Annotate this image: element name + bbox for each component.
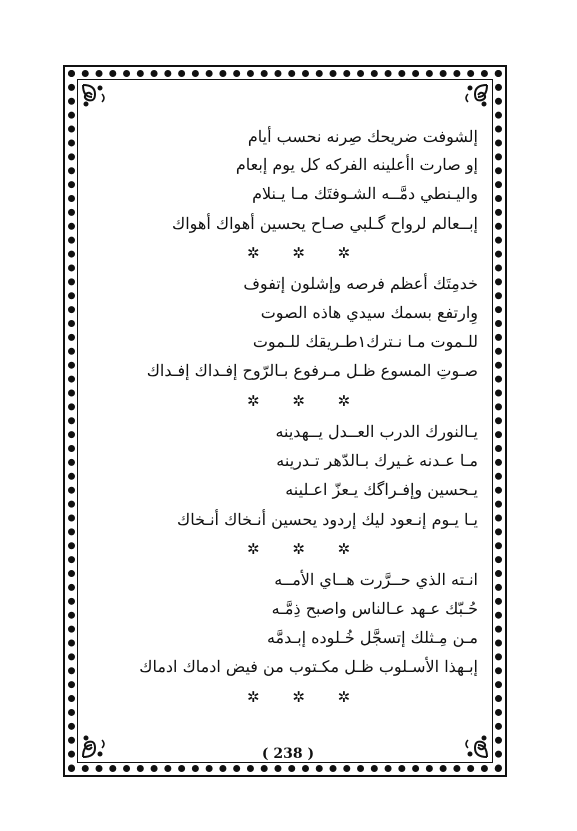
verse-line: يـحسين وإفـراگك يـعزّ اعـلينه [285,480,478,499]
verse-line: للـموت مـا نـترك۱طـريقك للـموت [252,332,478,351]
verse-refrain: إبـهذا الأسـلوب ظـل مكـتوب من فيض ادماك ادماك [139,657,478,676]
verse-refrain: إبــعالم لرواح گـلبي صـاح يحسين أهواك أهواك [172,214,478,233]
corner-ornament-icon [460,730,490,760]
verse-line: مـن مِـثلك إتسجَّل خُـلوده إبـدمَّه [266,628,478,647]
page-number: ( 238 ) [261,746,315,762]
verse-line: إو صارت اأعلينه الفركه كل يوم إبعام [235,155,478,174]
verse-line: انـته الذي حــرَّرت هــاي الأمــه [274,570,478,589]
verse-refrain: صـوتِ المسوع ظـل مـرفوع بـالرّوح إفـداك إفـداك [146,361,478,380]
verse-line: واليـنطي دمَّــه الشـوفتَك مـا يـنلام [252,184,478,203]
stanza-separator: ✲ ✲ ✲ [247,688,365,706]
verse-refrain: يـا يـوم إنـعود ليك إردود يحسين أنـخاك أنـخاك [177,510,478,529]
verse-line: يـالنورك الدرب العــدل يــهدينه [275,422,478,441]
verse-line: خدمِتَك أعظم فرصه وإشلون إتفوف [243,274,478,293]
corner-ornament-icon [80,82,110,112]
verse-line: وِارتفع بسمك سيدي هاذه الصوت [260,303,478,322]
corner-ornament-icon [80,730,110,760]
stanza-separator: ✲ ✲ ✲ [247,244,365,262]
verse-line: حُـبّك عـهد عـالناس واصبح ذِمَّـه [271,599,478,618]
verse-line: إلشوفت ضريحك صِرنه نحسب أيام [247,127,478,146]
stanza-separator: ✲ ✲ ✲ [247,540,365,558]
stanza-separator: ✲ ✲ ✲ [247,392,365,410]
corner-ornament-icon [460,82,490,112]
verse-line: مـا عـدنه غـيرك بـالدّهر تـدرينه [276,451,478,470]
